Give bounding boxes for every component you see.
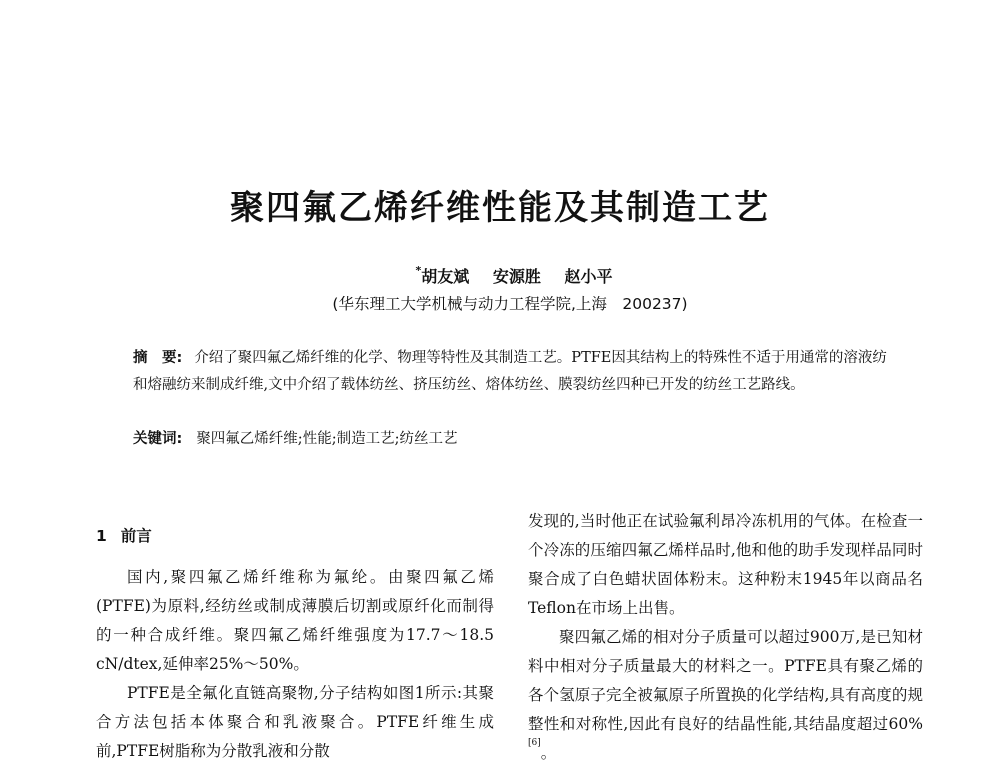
section-heading xyxy=(96,522,494,551)
author-name: 安源胜 xyxy=(492,267,541,286)
body-paragraph-end: 。 xyxy=(540,744,557,762)
section-number: 1 xyxy=(96,527,107,545)
citation-reference: [6] xyxy=(528,738,541,748)
author-affiliation: (华东理工大学机械与动力工程学院,上海 200237) xyxy=(332,295,688,313)
author-list xyxy=(0,264,1000,287)
paper-title: 聚四氟乙烯纤维性能及其制造工艺 xyxy=(230,188,770,228)
keywords-text: 聚四氟乙烯纤维;性能;制造工艺;纺丝工艺 xyxy=(196,431,458,447)
keywords-label: 关键词: xyxy=(133,431,183,447)
keywords-block xyxy=(133,426,893,453)
body-paragraph: PTFE是全氟化直链高聚物,分子结构如图1所示:其聚合方法包括本体聚合和乳液聚合。PTFE纤维生成前,PTFE树脂称为分散乳液和分散 xyxy=(96,684,494,760)
corresponding-author-mark: * xyxy=(415,264,422,277)
body-paragraph-text: 聚四氟乙烯的相对分子质量可以超过900万,是已知材料中相对分子质量最大的材料之一。PTFE具有聚乙烯的各个氢原子完全被氟原子所置换的化学结构,具有高度的规整性和对称性,因此有良好的结晶性能,其结晶度超过60% xyxy=(528,628,923,733)
section-title: 前言 xyxy=(120,527,152,545)
abstract-text: 介绍了聚四氟乙烯纤维的化学、物理等特性及其制造工艺。PTFE因其结构上的特殊性不适于用通常的溶液纺和熔融纺来制成纤维,文中介绍了载体纺丝、挤压纺丝、熔体纺丝、膜裂纺丝四种已开发的纺丝工艺路线。 xyxy=(133,350,887,393)
body-paragraph: 国内,聚四氟乙烯纤维称为氟纶。由聚四氟乙烯(PTFE)为原料,经纺丝或制成薄膜后切割或原纤化而制得的一种合成纤维。聚四氟乙烯纤维强度为17.7～18.5 cN/dtex,延伸率25%～50%。 xyxy=(96,568,494,673)
body-paragraph: 发现的,当时他正在试验氟利昂冷冻机用的气体。在检查一个冷冻的压缩四氟乙烯样品时,他和他的助手发现样品同时聚合成了白色蜡状固体粉末。这种粉末1945年以商品名Teflon在市场上出售。 xyxy=(528,512,923,617)
body-paragraph xyxy=(528,623,923,768)
abstract-block xyxy=(133,345,893,399)
right-column xyxy=(528,507,923,768)
left-column xyxy=(96,522,494,766)
author-name: 赵小平 xyxy=(564,267,613,286)
abstract-label: 摘 要: xyxy=(133,350,183,366)
author-name: 胡友斌 xyxy=(421,267,470,286)
